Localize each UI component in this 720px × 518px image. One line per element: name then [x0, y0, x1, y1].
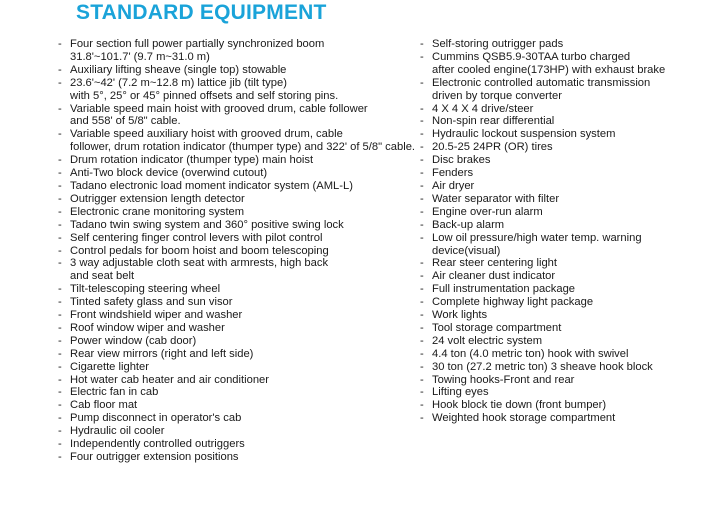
list-item: [420, 141, 720, 154]
list-item: [420, 154, 720, 167]
bullet-dash: -: [420, 283, 424, 296]
bullet-dash: -: [420, 167, 424, 180]
list-item-text: Four section full power partially synchronized boom: [70, 38, 325, 50]
list-item: [420, 283, 720, 296]
list-item: [58, 425, 418, 438]
list-item-text: Power window (cab door): [70, 334, 197, 347]
bullet-dash: -: [58, 128, 62, 141]
bullet-dash: -: [420, 102, 424, 115]
bullet-dash: -: [58, 102, 62, 115]
list-item: [420, 348, 720, 361]
list-item: [58, 154, 418, 167]
list-item: [58, 348, 418, 361]
list-item-text: Electronic crane monitoring system: [70, 205, 245, 218]
list-item-text: Tinted safety glass and sun visor: [70, 296, 233, 309]
list-item-text: Cab floor mat: [70, 399, 138, 412]
list-item: [420, 386, 720, 399]
list-item-text: Pump disconnect in operator's cab: [70, 412, 242, 425]
bullet-dash: -: [420, 38, 424, 50]
list-item-text: driven by torque converter: [432, 89, 562, 102]
bullet-dash: -: [58, 386, 62, 399]
list-item-text: Tilt-telescoping steering wheel: [70, 283, 221, 296]
list-item: [420, 322, 720, 335]
bullet-dash: -: [58, 179, 62, 192]
list-item-text: Tadano twin swing system and 360° positive swing lock: [70, 218, 344, 231]
list-item-text: 3 way adjustable cloth seat with armrests, high back: [70, 257, 329, 270]
list-item-text: Electric fan in cab: [70, 386, 159, 399]
list-item: [58, 38, 418, 64]
bullet-dash: -: [58, 309, 62, 322]
bullet-dash: -: [58, 451, 62, 463]
bullet-dash: -: [420, 115, 424, 128]
bullet-dash: -: [420, 192, 424, 205]
list-item-text: Roof window wiper and washer: [70, 321, 225, 334]
list-item-text: Towing hooks-Front and rear: [432, 373, 575, 386]
list-item: [420, 309, 720, 322]
bullet-dash: -: [58, 257, 62, 270]
list-item-text: Tool storage compartment: [432, 321, 562, 334]
list-item-text: Cummins QSB5.9-30TAA turbo charged: [432, 50, 631, 63]
list-item-text: Hydraulic oil cooler: [70, 425, 165, 438]
list-item-text: Low oil pressure/high water temp. warning: [432, 231, 642, 244]
list-item-text: Self centering finger control levers with pilot control: [70, 231, 323, 244]
list-item: [420, 335, 720, 348]
list-item-text: Cigarette lighter: [70, 360, 149, 373]
list-item: [58, 412, 418, 425]
bullet-dash: -: [420, 257, 424, 270]
list-item: [420, 51, 720, 77]
list-item-text: Control pedals for boom hoist and boom telescoping: [70, 244, 329, 257]
bullet-dash: -: [420, 334, 424, 347]
list-item-text: Full instrumentation package: [432, 283, 576, 296]
bullet-dash: -: [420, 205, 424, 218]
list-item: [58, 386, 418, 399]
bullet-dash: -: [58, 167, 62, 180]
list-item-text: 4.4 ton (4.0 metric ton) hook with swivel: [432, 347, 629, 360]
bullet-dash: -: [58, 399, 62, 412]
bullet-dash: -: [420, 179, 424, 192]
equipment-list-right: [420, 38, 720, 425]
list-item: [58, 193, 418, 206]
bullet-dash: -: [420, 270, 424, 283]
list-item-text: Back-up alarm: [432, 218, 505, 231]
bullet-dash: -: [420, 321, 424, 334]
list-item: [420, 103, 720, 116]
list-item: [58, 296, 418, 309]
list-item: [420, 193, 720, 206]
bullet-dash: -: [58, 438, 62, 451]
list-item: [420, 180, 720, 193]
list-item: [420, 38, 720, 51]
list-item: [420, 374, 720, 387]
list-item-text: Hot water cab heater and air conditioner: [70, 373, 270, 386]
list-item-text: 23.6'~42' (7.2 m~12.8 m) lattice jib (tilt type): [70, 76, 287, 89]
bullet-dash: -: [58, 218, 62, 231]
list-item-text: Variable speed main hoist with grooved drum, cable follower: [70, 102, 368, 115]
list-item-text: Fenders: [432, 167, 474, 180]
list-item-text: Front windshield wiper and washer: [70, 309, 243, 322]
list-item: [420, 206, 720, 219]
bullet-dash: -: [420, 154, 424, 167]
list-item: [420, 412, 720, 425]
list-item: [420, 232, 720, 258]
list-item-text: Non-spin rear differential: [432, 115, 555, 128]
bullet-dash: -: [58, 192, 62, 205]
bullet-dash: -: [58, 205, 62, 218]
list-item-text: Rear steer centering light: [432, 257, 557, 270]
bullet-dash: -: [420, 296, 424, 309]
list-item: [58, 451, 418, 464]
bullet-dash: -: [58, 334, 62, 347]
bullet-dash: -: [420, 373, 424, 386]
list-item: [58, 361, 418, 374]
list-item-text: Weighted hook storage compartment: [432, 412, 616, 425]
list-item-text: 4 X 4 X 4 drive/steer: [432, 102, 534, 115]
list-item-text: Disc brakes: [432, 154, 491, 167]
bullet-dash: -: [420, 412, 424, 425]
list-item: [58, 374, 418, 387]
list-item: [58, 180, 418, 193]
list-item: [58, 438, 418, 451]
list-item: [58, 77, 418, 103]
bullet-dash: -: [58, 154, 62, 167]
list-item: [420, 128, 720, 141]
list-item-text: Rear view mirrors (right and left side): [70, 347, 254, 360]
bullet-dash: -: [58, 425, 62, 438]
list-item-text: Hydraulic lockout suspension system: [432, 128, 616, 141]
list-item-text: 30 ton (27.2 metric ton) 3 sheave hook block: [432, 360, 653, 373]
list-item: [420, 296, 720, 309]
list-item: [58, 232, 418, 245]
list-item: [420, 115, 720, 128]
bullet-dash: -: [58, 347, 62, 360]
list-item-text: Engine over-run alarm: [432, 205, 543, 218]
list-item-text: Hook block tie down (front bumper): [432, 399, 607, 412]
bullet-dash: -: [420, 128, 424, 141]
bullet-dash: -: [420, 399, 424, 412]
bullet-dash: -: [58, 412, 62, 425]
list-item-text: Air cleaner dust indicator: [432, 270, 556, 283]
list-item-text: Water separator with filter: [432, 192, 560, 205]
list-item-text: Auxiliary lifting sheave (single top) stowable: [70, 63, 287, 76]
list-item: [420, 219, 720, 232]
bullet-dash: -: [58, 296, 62, 309]
list-item-text: Work lights: [432, 309, 488, 322]
list-item: [420, 167, 720, 180]
list-item-text: 20.5-25 24PR (OR) tires: [432, 141, 553, 154]
list-item-text: Complete highway light package: [432, 296, 594, 309]
list-item: [58, 219, 418, 232]
list-item-text: and seat belt: [70, 270, 135, 283]
list-item: [58, 206, 418, 219]
list-item: [420, 399, 720, 412]
equipment-list-left: [58, 38, 418, 464]
page-title: STANDARD EQUIPMENT: [76, 1, 327, 24]
list-item-text: Tadano electronic load moment indicator system (AML-L): [70, 179, 353, 192]
list-item: [58, 309, 418, 322]
bullet-dash: -: [58, 38, 62, 50]
list-item: [58, 128, 418, 154]
bullet-dash: -: [420, 50, 424, 63]
bullet-dash: -: [58, 76, 62, 89]
list-item-text: Outrigger extension length detector: [70, 192, 245, 205]
bullet-dash: -: [420, 347, 424, 360]
list-item: [58, 245, 418, 258]
list-item-text: device(visual): [432, 244, 501, 257]
bullet-dash: -: [420, 309, 424, 322]
list-item-text: Lifting eyes: [432, 386, 489, 399]
bullet-dash: -: [420, 218, 424, 231]
list-item: [58, 167, 418, 180]
list-item-text: Anti-Two block device (overwind cutout): [70, 167, 268, 180]
bullet-dash: -: [420, 76, 424, 89]
list-item-text: Variable speed auxiliary hoist with grooved drum, cable: [70, 128, 343, 141]
list-item: [420, 361, 720, 374]
list-item-text: Electronic controlled automatic transmission: [432, 76, 651, 89]
list-item-text: after cooled engine(173HP) with exhaust brake: [432, 63, 666, 76]
list-item-text: Drum rotation indicator (thumper type) main hoist: [70, 154, 314, 167]
list-item-text: Self-storing outrigger pads: [432, 38, 564, 50]
bullet-dash: -: [420, 231, 424, 244]
bullet-dash: -: [420, 141, 424, 154]
list-item: [58, 335, 418, 348]
bullet-dash: -: [58, 63, 62, 76]
list-item-text: Independently controlled outriggers: [70, 438, 245, 451]
list-item: [58, 283, 418, 296]
bullet-dash: -: [420, 360, 424, 373]
list-item: [58, 103, 418, 129]
bullet-dash: -: [58, 360, 62, 373]
list-item-text: Four outrigger extension positions: [70, 451, 239, 463]
list-item-text: with 5°, 25° or 45° pinned offsets and self storing pins.: [70, 89, 339, 102]
bullet-dash: -: [58, 373, 62, 386]
list-item-text: 24 volt electric system: [432, 334, 543, 347]
bullet-dash: -: [58, 231, 62, 244]
list-item: [420, 257, 720, 270]
bullet-dash: -: [58, 283, 62, 296]
list-item: [420, 270, 720, 283]
list-item: [420, 77, 720, 103]
bullet-dash: -: [58, 244, 62, 257]
bullet-dash: -: [58, 321, 62, 334]
list-item: [58, 257, 418, 283]
bullet-dash: -: [420, 386, 424, 399]
list-item: [58, 64, 418, 77]
list-item-text: 31.8'~101.7' (9.7 m~31.0 m): [70, 50, 210, 63]
list-item-text: and 558' of 5/8" cable.: [70, 115, 181, 128]
list-item-text: Air dryer: [432, 179, 475, 192]
list-item: [58, 322, 418, 335]
list-item-text: follower, drum rotation indicator (thumper type) and 322' of 5/8" cable.: [70, 141, 416, 154]
list-item: [58, 399, 418, 412]
